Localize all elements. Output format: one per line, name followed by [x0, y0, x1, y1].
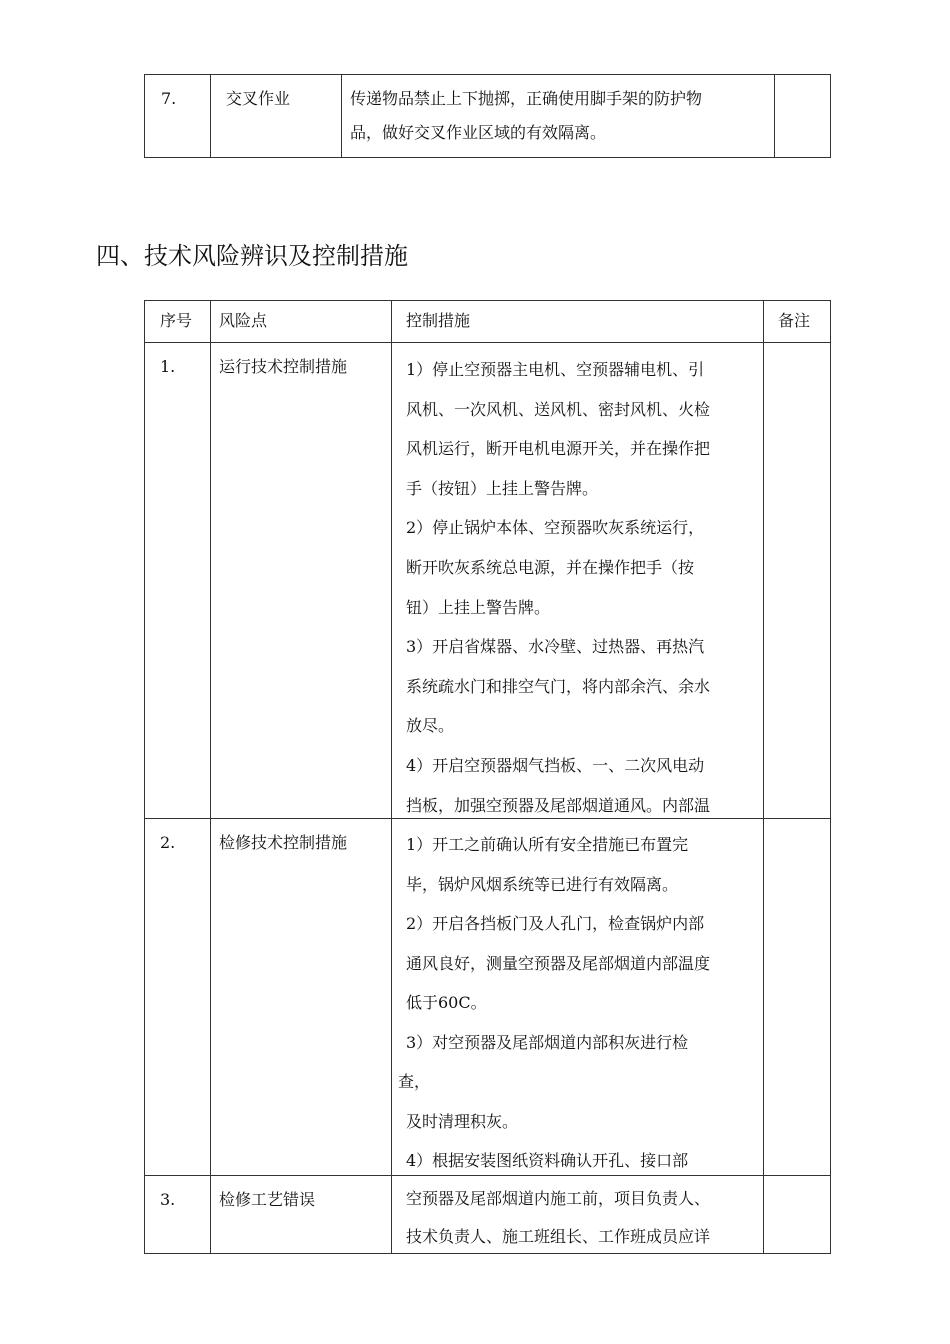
measure-line: 断开吹灰系统总电源，并在操作把手（按	[406, 557, 695, 577]
measure-cell	[342, 75, 775, 158]
note-cell	[764, 819, 831, 1176]
note-cell	[764, 1176, 831, 1254]
table-row	[145, 343, 831, 819]
measure-line: 2）开启各挡板门及人孔门，检查锅炉内部	[406, 914, 705, 933]
table-row	[145, 75, 831, 158]
measure-line: 2）停止锅炉本体、空预器吹灰系统运行，	[406, 518, 705, 538]
measure-line: 品，做好交叉作业区域的有效隔离。	[350, 123, 607, 142]
table-row	[145, 819, 831, 1176]
note-cell	[775, 75, 831, 158]
item-label: 交叉作业	[226, 89, 291, 108]
measure-line: 传递物品禁止上下抛掷，正确使用脚手架的防护物	[350, 89, 703, 108]
table-row	[145, 1176, 831, 1254]
item-cell	[211, 75, 342, 158]
row-number-cell	[145, 819, 211, 1176]
measure-line: 放尽。	[406, 716, 455, 736]
header-measure-label: 控制措施	[406, 311, 471, 330]
header-measure	[392, 301, 764, 343]
measure-line: 及时清理积灰。	[406, 1111, 519, 1131]
measure-line: 风机运行，断开电机电源开关，并在操作把	[406, 439, 711, 459]
header-row	[145, 301, 831, 343]
measure-line: 手（按钮）上挂上警告牌。	[406, 478, 599, 498]
measure-cell	[392, 1176, 764, 1254]
row-number: 2.	[160, 833, 176, 852]
header-risk-label: 风险点	[219, 311, 268, 330]
measure-line: 系统疏水门和排空气门，将内部余汽、余水	[406, 676, 711, 696]
header-no-label: 序号	[160, 311, 193, 330]
risk-label: 运行技术控制措施	[219, 357, 348, 376]
row-number-cell	[145, 343, 211, 819]
measure-line: 1）开工之前确认所有安全措施已布置完	[406, 835, 689, 854]
measure-line: 钮）上挂上警告牌。	[406, 597, 551, 617]
measure-line: 查，	[398, 1072, 431, 1091]
top-table	[144, 74, 831, 158]
header-risk	[211, 301, 392, 343]
header-note-label: 备注	[778, 311, 811, 330]
row-number: 1.	[160, 357, 176, 376]
header-no	[145, 301, 211, 343]
measure-line: 挡板，加强空预器及尾部烟道通风。内部温	[406, 795, 711, 815]
header-note	[764, 301, 831, 343]
measure-line: 1）停止空预器主电机、空预器辅电机、引	[406, 360, 705, 379]
measure-line: 4）根据安装图纸资料确认开孔、接口部	[406, 1151, 689, 1170]
measure-line: 3）对空预器及尾部烟道内部积灰进行检	[406, 1032, 689, 1052]
row-number-cell	[145, 1176, 211, 1254]
row-number: 3.	[160, 1190, 176, 1209]
measure-cell	[392, 819, 764, 1176]
measure-cell	[392, 343, 764, 819]
measure-line: 技术负责人、施工班组长、工作班成员应详	[406, 1227, 711, 1246]
measure-line: 毕，锅炉风烟系统等已进行有效隔离。	[406, 874, 679, 894]
risk-label: 检修技术控制措施	[219, 833, 348, 852]
measure-line: 通风良好，测量空预器及尾部烟道内部温度	[406, 953, 711, 973]
measure-line: 低于60C。	[406, 993, 487, 1012]
risk-cell	[211, 819, 392, 1176]
risk-table	[144, 300, 831, 1254]
note-cell	[764, 343, 831, 819]
measure-line: 空预器及尾部烟道内施工前，项目负责人、	[406, 1189, 711, 1208]
measure-line: 风机、一次风机、送风机、密封风机、火检	[406, 399, 711, 419]
measure-line: 4）开启空预器烟气挡板、一、二次风电动	[406, 755, 705, 775]
section-heading: 四、技术风险辨识及控制措施	[96, 242, 408, 270]
row-number: 7.	[161, 89, 177, 108]
risk-label: 检修工艺错误	[219, 1190, 316, 1209]
risk-cell	[211, 343, 392, 819]
risk-cell	[211, 1176, 392, 1254]
row-number-cell	[145, 75, 211, 158]
measure-line: 3）开启省煤器、水冷壁、过热器、再热汽	[406, 637, 705, 657]
